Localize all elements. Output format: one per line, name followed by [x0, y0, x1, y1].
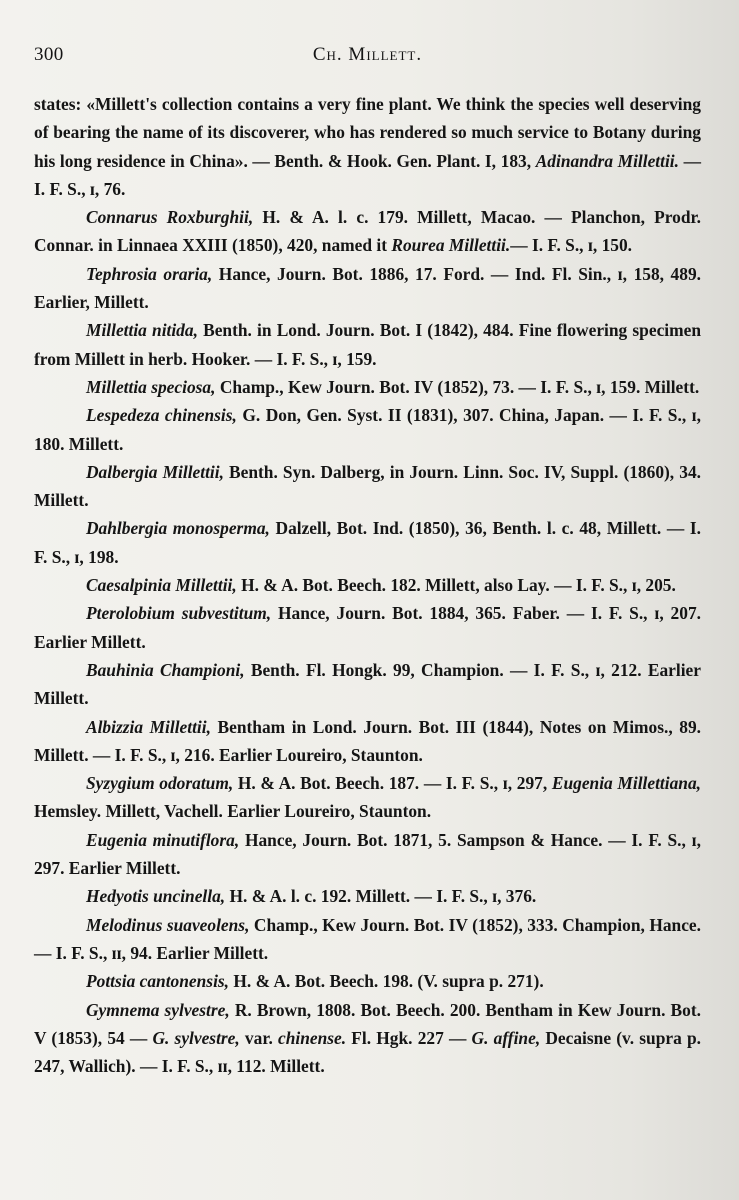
entry-text: H. & A. Bot. Beech. 182. Millett, also Lay. — I. F. S., ɪ, 205.	[236, 575, 676, 596]
entry-paragraph	[34, 571, 701, 599]
species-name: Eugenia minutiflora,	[86, 829, 240, 850]
entry-paragraph	[34, 373, 701, 401]
species-name: Dalbergia Millettii,	[86, 461, 224, 482]
species-name: Rourea Millettii.	[391, 235, 511, 256]
entry-paragraph	[34, 996, 701, 1081]
entry-paragraph	[34, 203, 701, 260]
entry-paragraph	[34, 260, 701, 317]
entry-paragraph	[34, 911, 701, 968]
page-number: 300	[34, 44, 64, 65]
species-name: Syzygium odoratum,	[86, 773, 234, 794]
species-name: chinense.	[277, 1027, 347, 1048]
entry-text: Hance, Journ. Bot. 1871, 5. Sampson & Hance. — I. F. S., ɪ, 297. Earlier Millett.	[34, 829, 701, 879]
species-name: Tephrosia oraria,	[86, 263, 213, 284]
species-name: Millettia speciosa,	[86, 376, 216, 397]
entry-paragraph	[34, 826, 701, 883]
entry-text: R. Brown, 1808. Bot. Beech. 200. Bentham in Kew Journ. Bot. V (1853), 54 —	[34, 999, 701, 1048]
entry-paragraph	[34, 656, 701, 713]
entry-paragraph	[34, 769, 701, 826]
entry-text: Benth. Fl. Hongk. 99, Champion. — I. F. S., ɪ, 212. Earlier Millett.	[34, 659, 701, 709]
entry-paragraph	[34, 882, 701, 910]
entry-paragraph	[34, 967, 701, 995]
entry-text: Benth. Syn. Dalberg, in Journ. Linn. Soc. IV, Suppl. (1860), 34. Millett.	[34, 461, 701, 511]
entry-text: H. & A. l. c. 179. Millett, Macao. — Planchon, Prodr. Connar. in Linnaea XXIII (1850), 420, named it	[34, 207, 701, 256]
species-name: Gymnema sylvestre,	[86, 999, 230, 1020]
entry-paragraph	[34, 316, 701, 373]
species-name: G. sylvestre,	[152, 1027, 240, 1048]
page-header	[34, 44, 701, 74]
entry-text: Fl. Hgk. 227 —	[346, 1027, 472, 1048]
entry-text: Hance, Journ. Bot. 1884, 365. Faber. — I. F. S., ɪ, 207. Earlier Millett.	[34, 603, 701, 652]
species-name: Melodinus suaveolens,	[86, 914, 250, 935]
entry-paragraph	[34, 401, 701, 458]
entry-text: H. & A. Bot. Beech. 198. (V. supra p. 271).	[229, 971, 544, 992]
species-name: Adinandra Millettii.	[535, 150, 679, 171]
species-name: Albizzia Millettii,	[86, 716, 211, 737]
species-name: Pterolobium subvestitum,	[86, 603, 272, 624]
species-name: Millettia nitida,	[86, 320, 198, 341]
entry-text: Hance, Journ. Bot. 1886, 17. Ford. — Ind. Fl. Sin., ɪ, 158, 489. Earlier, Millett.	[34, 263, 701, 313]
entry-paragraph	[34, 90, 701, 203]
species-name: Lespedeza chinensis,	[86, 405, 237, 426]
species-name: G. affine,	[471, 1027, 541, 1048]
entry-text: var.	[239, 1027, 278, 1048]
species-name: Connarus Roxburghii,	[86, 207, 254, 228]
entry-text: Champ., Kew Journ. Bot. IV (1852), 333. Champion, Hance. — I. F. S., ɪɪ, 94. Earlier Millett.	[34, 914, 701, 963]
species-name: Dahlbergia monosperma,	[86, 518, 270, 539]
entry-text: Champ., Kew Journ. Bot. IV (1852), 73. — I. F. S., ɪ, 159. Millett.	[215, 376, 700, 397]
entry-paragraph	[34, 599, 701, 656]
entry-text: H. & A. l. c. 192. Millett. — I. F. S., ɪ, 376.	[225, 886, 537, 907]
entry-text: — I. F. S., ɪ, 76.	[34, 150, 701, 199]
species-name: Eugenia Millettiana,	[551, 773, 701, 794]
entry-text: Bentham in Lond. Journ. Bot. III (1844), Notes on Mimos., 89. Millett. — I. F. S., ɪ, 216. Earlier Loureiro, Staunton.	[34, 716, 701, 765]
entry-text: G. Don, Gen. Syst. II (1831), 307. China, Japan. — I. F. S., ɪ, 180. Millett.	[34, 405, 701, 454]
entry-text: Dalzell, Bot. Ind. (1850), 36, Benth. l. c. 48, Millett. — I. F. S., ɪ, 198.	[34, 518, 701, 567]
species-name: Pottsia cantonensis,	[86, 971, 230, 992]
species-name: Caesalpinia Millettii,	[86, 575, 237, 596]
entry-paragraph	[34, 514, 701, 571]
entry-text: states: «Millett's collection contains a very fine plant. We think the species well deserving of bearing the name of its discoverer, who has rendered so much service to Botany during his long residence in China». — Benth. & Hook. Gen. Plant. I, 183,	[34, 94, 701, 171]
body-text	[34, 90, 701, 1080]
entry-text: Benth. in Lond. Journ. Bot. I (1842), 484. Fine flowering specimen from Millett in herb. Hooker. — I. F. S., ɪ, 159.	[34, 320, 701, 369]
species-name: Hedyotis uncinella,	[86, 886, 226, 907]
entry-paragraph	[34, 458, 701, 515]
running-head: Ch. Millett.	[312, 44, 423, 65]
entry-text: Decaisne (v. supra p. 247, Wallich). — I. F. S., ɪɪ, 112. Millett.	[34, 1027, 701, 1077]
entry-text: Hemsley. Millett, Vachell. Earlier Loureiro, Staunton.	[34, 801, 432, 822]
entry-text: H. & A. Bot. Beech. 187. — I. F. S., ɪ, 297,	[233, 773, 552, 794]
entry-text: — I. F. S., ɪ, 150.	[510, 235, 633, 256]
species-name: Bauhinia Championi,	[86, 659, 245, 680]
entry-paragraph	[34, 713, 701, 770]
